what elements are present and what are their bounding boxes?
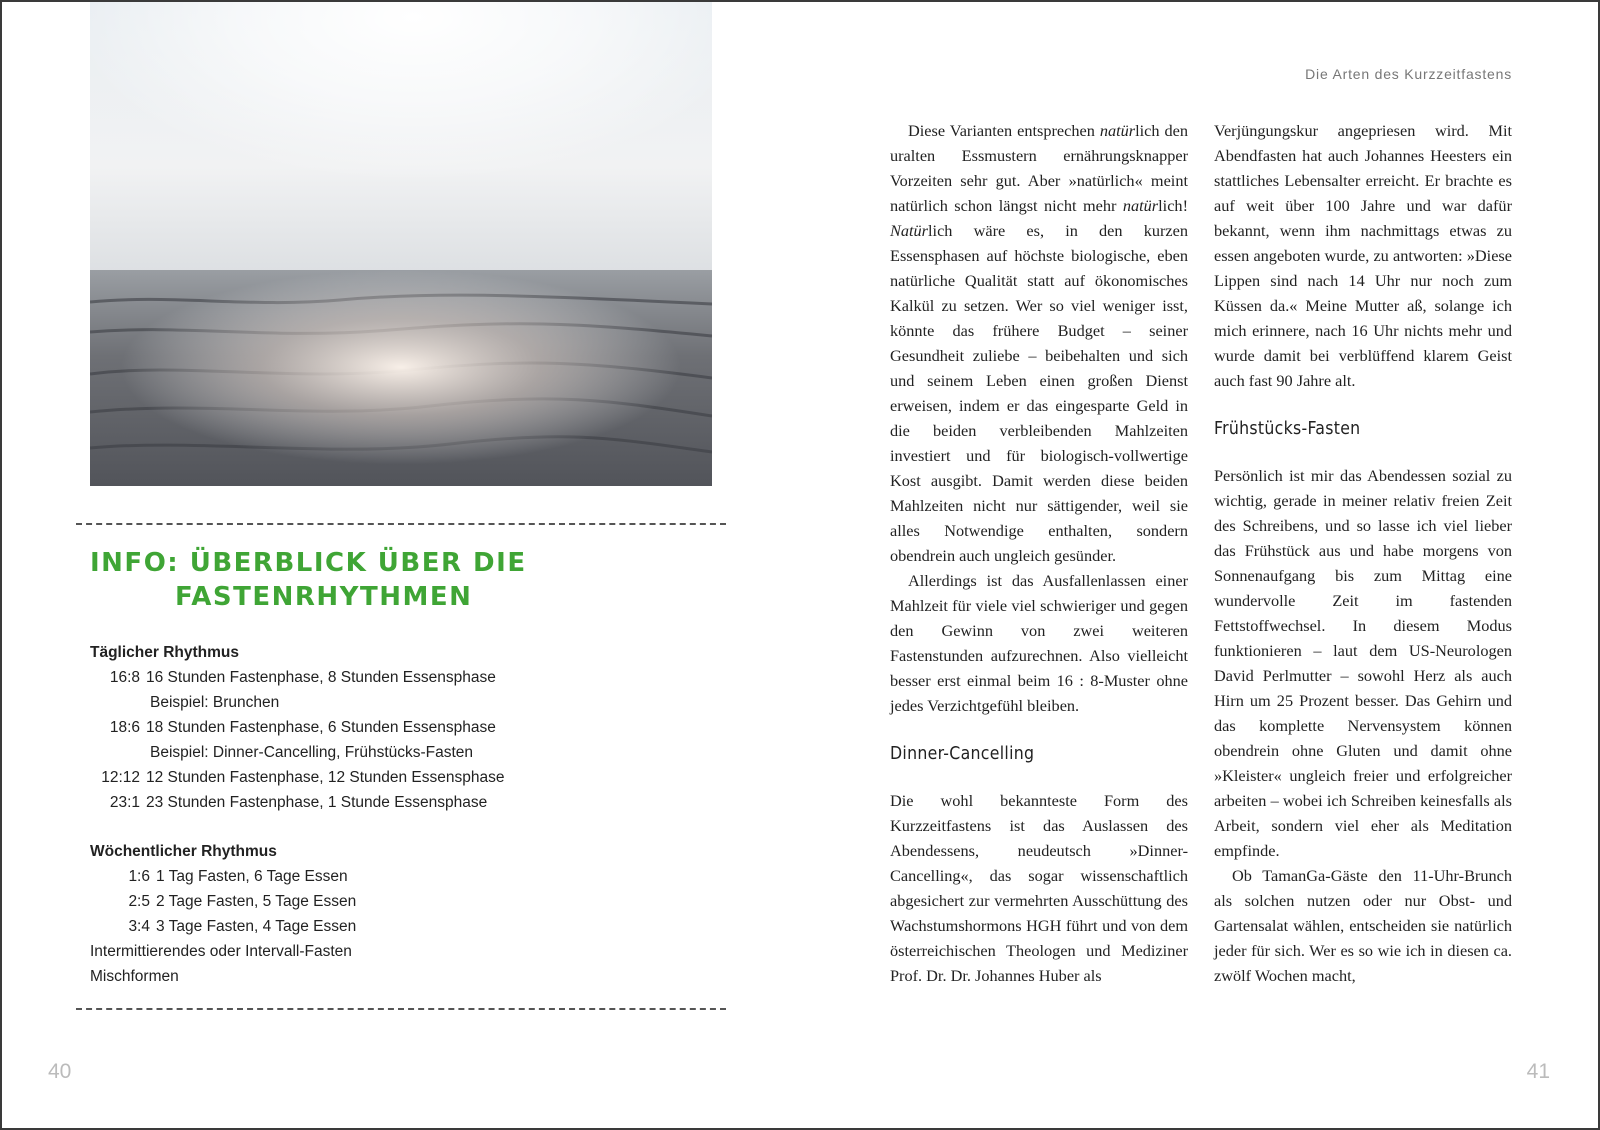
emphasis: natür bbox=[1099, 121, 1136, 140]
rhythm-ratio: 23:1 bbox=[109, 794, 140, 811]
mixed-forms-line: Mischformen bbox=[90, 968, 179, 985]
rhythm-description: 18 Stunden Fastenphase, 6 Stunden Essensphase bbox=[146, 719, 496, 736]
rhythm-description: 12 Stunden Fastenphase, 12 Stunden Essensphase bbox=[146, 769, 505, 786]
text-column-1 bbox=[890, 118, 1188, 988]
rhythm-description: 2 Tage Fasten, 5 Tage Essen bbox=[156, 893, 357, 910]
daily-rhythm-heading: Täglicher Rhythmus bbox=[90, 644, 239, 661]
section-heading-fruehstuecks-fasten: Frühstücks-Fasten bbox=[1214, 419, 1361, 439]
rhythm-row bbox=[90, 864, 710, 889]
rhythm-ratio: 3:4 bbox=[128, 918, 150, 935]
body-paragraph bbox=[890, 118, 1188, 568]
info-top-divider bbox=[76, 523, 726, 525]
rhythm-ratio: 1:6 bbox=[128, 868, 150, 885]
emphasis: Natür bbox=[890, 221, 929, 240]
rhythm-row bbox=[90, 765, 710, 790]
rhythm-row bbox=[90, 790, 710, 815]
body-paragraph: Die wohl bekannteste Form des Kurzzeitfastens ist das Auslassen des Abendessens, neudeutsch »Dinner-Cancelling«, das sogar wissenschaftlich abgesichert zur vermehrten Ausschüttung des Wachstumshormons HGH führt und von dem österreichischen Theologen und Mediziner Prof. Dr. Dr. Johannes Huber als bbox=[890, 791, 1188, 985]
rhythm-ratio: 12:12 bbox=[101, 769, 140, 786]
info-box-title bbox=[90, 546, 710, 614]
text-run: lich! bbox=[1158, 196, 1188, 215]
rhythm-description: 3 Tage Fasten, 4 Tage Essen bbox=[156, 918, 357, 935]
info-title-line1: INFO: ÜBERBLICK ÜBER DIE bbox=[90, 548, 527, 578]
rhythm-description: 1 Tag Fasten, 6 Tage Essen bbox=[156, 868, 348, 885]
rhythm-ratio: 2:5 bbox=[128, 893, 150, 910]
intermittent-fasting-line: Intermittierendes oder Intervall-Fasten bbox=[90, 943, 352, 960]
sea-photo bbox=[90, 2, 712, 486]
body-paragraph: Allerdings ist das Ausfallenlassen einer Mahlzeit für viele viel schwieriger und gegen den Gewinn von zwei weiteren Fastenstunden aufzurechnen. Also vielleicht besser erst einmal beim 16 : 8-Muster ohne jedes Verzichtgefühl bleiben. bbox=[890, 571, 1188, 715]
info-bottom-divider bbox=[76, 1008, 726, 1010]
text-run: lich den uralten Essmustern ernährungsknapper Vorzeiten sehr gut. Aber »natürlich« meint natürlich schon längst nicht mehr bbox=[890, 121, 1188, 215]
page-number-right: 41 bbox=[1526, 1060, 1550, 1083]
rhythm-example: Beispiel: Dinner-Cancelling, Frühstücks-Fasten bbox=[150, 744, 474, 761]
text-run: lich wäre es, in den kurzen Essensphasen auf höchste biologische, eben natürliche Qualität statt auf ökonomisches Kalkül zu setzen. Wer so viel weniger isst, könnte das frühere Budget – seiner Gesundheit zuliebe – beibehalten und sich und seinem Leben einen großen Dienst erweisen, indem er das eingesparte Geld in die beiden verbleibenden Mahlzeiten investiert und für biologisch-vollwertige Kost ausgibt. Damit werden diese beiden Mahlzeiten nicht nur sättigender, weil sie alles Notwendige enthalten, sondern obendrein auch ungleich gesünder. bbox=[890, 221, 1188, 565]
rhythm-description: 23 Stunden Fastenphase, 1 Stunde Essensphase bbox=[146, 794, 488, 811]
section-heading-dinner-cancelling: Dinner-Cancelling bbox=[890, 744, 1035, 764]
page-number-left: 40 bbox=[48, 1060, 72, 1083]
body-paragraph: Persönlich ist mir das Abendessen sozial zu wichtig, gerade in meiner relativ freien Zeit des Schreibens, und so lasse ich viel lieber das Frühstück aus und habe morgens von Sonnenaufgang bis zum Mittag eine wundervolle Zeit im fastenden Fettstoffwechsel. In diesem Modus funktionieren – laut dem US-Neurologen David Perlmutter – sowohl Herz als auch Hirn um 25 Prozent besser. Das Gehirn und das komplette Nervensystem können obendrein ohne Gluten und damit ohne »Kleister« ungleich freier und erfolgreicher arbeiten – wobei ich Schreiben keinesfalls als Arbeit, sondern viel eher als Meditation empfinde. bbox=[1214, 466, 1512, 860]
spacer bbox=[90, 815, 710, 839]
rhythm-row bbox=[90, 665, 710, 690]
body-paragraph: Ob TamanGa-Gäste den 11-Uhr-Brunch als solchen nutzen oder nur Obst- und Gartensalat wählen, entscheiden sie natürlich jeder für sich. Wer es so wie ich in diesen ca. zwölf Wochen macht, bbox=[1214, 866, 1512, 985]
rhythm-description: 16 Stunden Fastenphase, 8 Stunden Essensphase bbox=[146, 669, 496, 686]
info-box-body bbox=[90, 640, 710, 989]
rhythm-ratio: 18:6 bbox=[109, 719, 140, 736]
rhythm-row bbox=[90, 889, 710, 914]
text-column-2 bbox=[1214, 118, 1512, 988]
rhythm-row bbox=[90, 914, 710, 939]
emphasis: natür bbox=[1122, 196, 1159, 215]
rhythm-example: Beispiel: Brunchen bbox=[150, 694, 280, 711]
body-paragraph: Verjüngungskur angepriesen wird. Mit Abendfasten hat auch Johannes Heesters ein stattliches Lebensalter erreicht. Er brachte es auf weit über 100 Jahre und war dafür bekannt, wenn ihm nachmittags etwas zu essen angeboten wurde, zu antworten: »Diese Lippen sind nach 14 Uhr nur noch zum Küssen da.« Meine Mutter aß, solange ich mich erinnere, nach 16 Uhr nichts mehr und wurde damit bei verblüffend klarem Geist auch fast 90 Jahre alt. bbox=[1214, 121, 1512, 390]
sea-photo-image bbox=[90, 2, 712, 486]
text-run: Diese Varianten entsprechen bbox=[908, 121, 1100, 140]
weekly-rhythm-heading: Wöchentlicher Rhythmus bbox=[90, 843, 277, 860]
running-head: Die Arten des Kurzzeitfastens bbox=[1305, 66, 1512, 82]
info-title-line2: FASTENRHYTHMEN bbox=[175, 582, 473, 612]
rhythm-ratio: 16:8 bbox=[109, 669, 140, 686]
rhythm-row bbox=[90, 715, 710, 740]
